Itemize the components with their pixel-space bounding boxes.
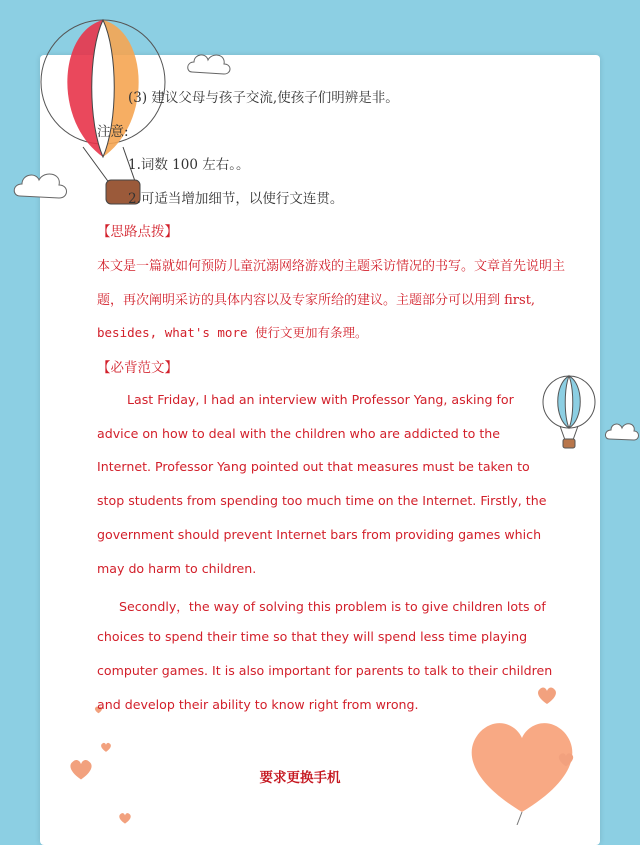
heart-icon (100, 742, 112, 753)
heart-icon (536, 686, 558, 706)
model-p1-line-2: advice on how to deal with the children who are addicted to the (97, 426, 501, 441)
cloud-icon (12, 168, 70, 202)
model-p1-line-1: Last Friday, I had an interview with Professor Yang, asking for (127, 392, 514, 407)
small-balloon-illustration (538, 374, 600, 454)
section-heading-model: 【必背范文】 (97, 360, 178, 376)
idea-line-2: 题，再次阐明采访的具体内容以及专家所给的建议。主题部分可以用到 first, (97, 293, 536, 308)
model-p2-line-4: and develop their ability to know right from wrong. (97, 697, 419, 712)
model-p1-line-3: Internet. Professor Yang pointed out that measures must be taken to (97, 459, 530, 474)
notice-item-2: 2.可适当增加细节，以使行文连贯。 (128, 191, 344, 207)
cloud-icon (604, 420, 640, 444)
model-p1-line-4: stop students from spending too much time on the Internet. Firstly, the (97, 493, 547, 508)
notice-item-1: 1.词数 100 左右。。 (128, 157, 250, 173)
heart-icon (118, 812, 132, 825)
model-p2-line-3: computer games. It is also important for parents to talk to their children (97, 663, 553, 678)
notice-label: 注意: (97, 124, 129, 140)
idea-line-1: 本文是一篇就如何预防儿童沉溺网络游戏的主题采访情况的书写。文章首先说明主 (97, 259, 566, 274)
suggestion-item-3: (3) 建议父母与孩子交流,使孩子们明辨是非。 (128, 90, 399, 106)
section-heading-idea: 【思路点拨】 (97, 224, 178, 240)
idea-line-3: besides, what's more 使行文更加有条理。 (97, 325, 368, 340)
model-p1-line-6: may do harm to children. (97, 561, 257, 576)
model-p2-line-2: choices to spend their time so that they will spend less time playing (97, 629, 528, 644)
cloud-icon (186, 50, 232, 78)
model-p1-line-5: government should prevent Internet bars from providing games which (97, 527, 542, 542)
model-p2-line-1: Secondly，the way of solving this problem is to give children lots of (119, 599, 546, 614)
footer-title: 要求更换手机 (259, 770, 341, 786)
